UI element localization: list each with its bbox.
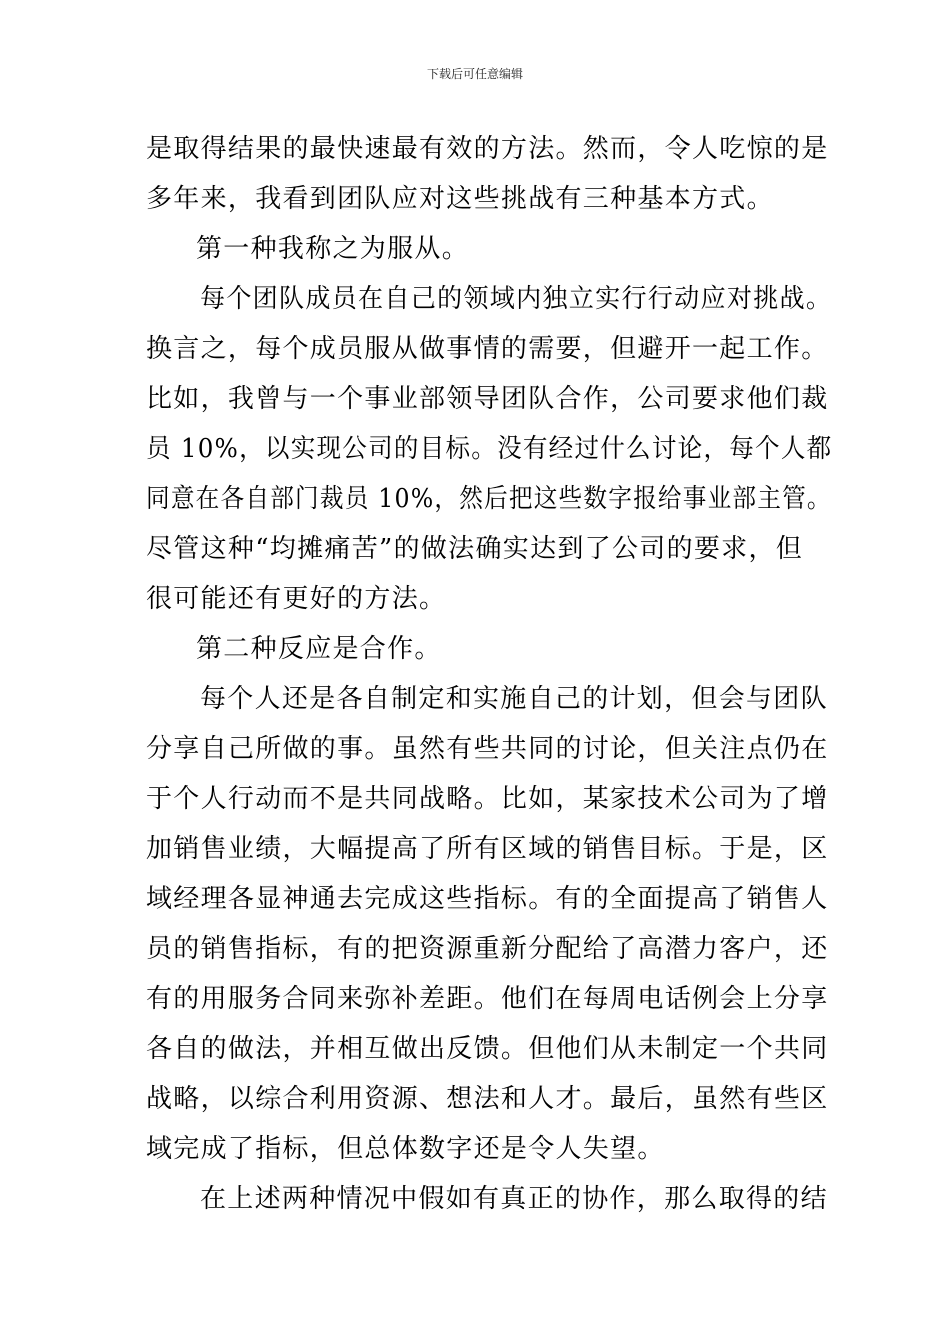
- text-line: 各自的做法，并相互做出反馈。但他们从未制定一个共同: [146, 1034, 829, 1064]
- text-line: 加销售业绩，大幅提高了所有区域的销售目标。于是，区: [146, 834, 829, 864]
- text-line: 第二种反应是合作。: [196, 634, 442, 664]
- text-line: 员的销售指标，有的把资源重新分配给了高潜力客户，还: [146, 934, 829, 964]
- text-line: 每个人还是各自制定和实施自己的计划，但会与团队: [200, 684, 828, 714]
- text-line: 换言之，每个成员服从做事情的需要，但避开一起工作。: [146, 334, 829, 364]
- text-line: 战略，以综合利用资源、想法和人才。最后，虽然有些区: [146, 1084, 829, 1114]
- text-line: 比如，我曾与一个事业部领导团队合作，公司要求他们裁: [146, 384, 829, 414]
- text-line: 域经理各显神通去完成这些指标。有的全面提高了销售人: [146, 884, 829, 914]
- text-line: 有的用服务合同来弥补差距。他们在每周电话例会上分享: [146, 984, 829, 1014]
- text-line: 分享自己所做的事。虽然有些共同的讨论，但关注点仍在: [146, 734, 829, 764]
- text-line: 尽管这种“均摊痛苦”的做法确实达到了公司的要求，但: [146, 534, 804, 564]
- text-line: 多年来，我看到团队应对这些挑战有三种基本方式。: [146, 184, 774, 214]
- text-line: 第一种我称之为服从。: [196, 234, 470, 264]
- text-line: 在上述两种情况中假如有真正的协作，那么取得的结: [200, 1184, 828, 1214]
- text-line: 是取得结果的最快速最有效的方法。然而，令人吃惊的是: [146, 134, 829, 164]
- text-line: 域完成了指标，但总体数字还是令人失望。: [146, 1134, 665, 1164]
- text-line: 每个团队成员在自己的领域内独立实行行动应对挑战。: [200, 284, 833, 314]
- text-line: 员 10%，以实现公司的目标。没有经过什么讨论，每个人都: [146, 434, 833, 464]
- text-line: 很可能还有更好的方法。: [146, 584, 447, 614]
- text-line: 于个人行动而不是共同战略。比如，某家技术公司为了增: [146, 784, 829, 814]
- text-line: 同意在各自部门裁员 10%，然后把这些数字报给事业部主管。: [146, 484, 832, 514]
- page-header: 下载后可任意编辑: [426, 67, 523, 81]
